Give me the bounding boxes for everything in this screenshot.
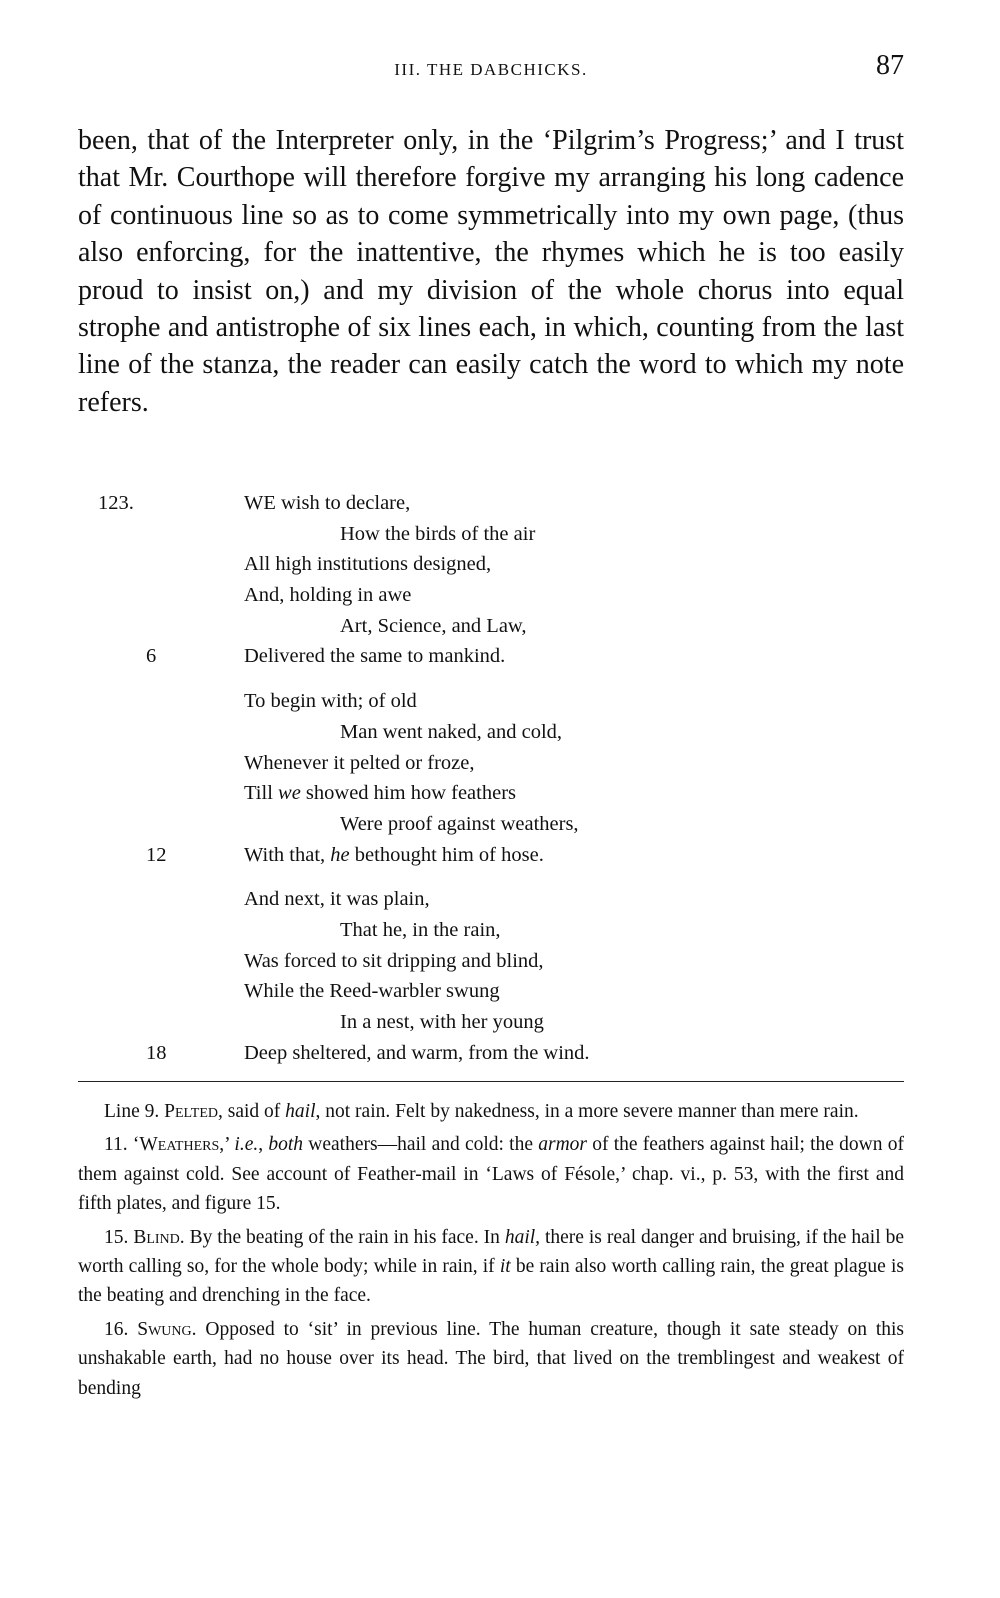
emphasis: armor <box>538 1134 588 1156</box>
emphasis: we <box>278 782 301 805</box>
poem-line-text: Art, Science, and Law, <box>340 614 527 637</box>
footnote-text: there is real danger and bruising, if the hail be worth calling so, for the whole body; while in rain, if <box>78 1226 904 1278</box>
poem-line-text <box>244 778 516 809</box>
emphasis: hail <box>285 1101 316 1122</box>
footnote-rule <box>78 1081 904 1082</box>
poem-line <box>78 915 904 946</box>
poem-line-text: WE wish to declare, <box>244 492 411 514</box>
poem-line-text <box>244 840 544 871</box>
poem-line <box>78 580 904 611</box>
poem-line-text: Were proof against weathers, <box>340 812 579 835</box>
footnote-text: weathers—hail and cold: the <box>303 1134 539 1156</box>
poem-line-text-part: With that, <box>244 843 331 866</box>
poem-line-text: And next, it was plain, <box>244 888 430 911</box>
footnote-text: , <box>258 1134 269 1156</box>
line-number: 6 <box>146 645 157 668</box>
poem-line <box>78 840 904 871</box>
page-number: 87 <box>876 50 904 81</box>
footnote-ref: 15. <box>104 1226 134 1248</box>
poem-line <box>78 549 904 580</box>
poem-line <box>78 488 904 519</box>
footnote-ref: 16. <box>104 1318 138 1340</box>
poem-line-text-part: showed him how feathers <box>300 782 516 805</box>
footnote-text: . Opposed to ‘sit’ in previous line. The human creature, though it sate steady on this unshakable earth, had no house over its head. The bird, that lived on the tremblingest and weakest of bending <box>78 1318 904 1399</box>
poem-line <box>78 686 904 717</box>
footnote-text: be rain also worth calling rain, the great plague is the beating and drenching in the face. <box>78 1256 904 1307</box>
poem-line-text-part: Till <box>244 782 279 805</box>
footnote-term: Weathers <box>139 1134 220 1156</box>
footnote-text: , said of <box>218 1101 286 1122</box>
poem-line-text: To begin with; of old <box>244 690 417 713</box>
poem-line <box>78 717 904 748</box>
poem-line-text: How the birds of the air <box>340 522 536 545</box>
poem-line <box>78 748 904 779</box>
footnote-term: Swung <box>137 1318 192 1340</box>
footnote-ref: Line 9. <box>104 1101 165 1122</box>
emphasis: hail, <box>504 1226 541 1248</box>
footnote <box>78 1097 904 1126</box>
poem-line <box>78 641 904 672</box>
footnote-term: Pelted <box>164 1101 218 1122</box>
poem-number: 123. <box>98 492 134 514</box>
poem-line <box>78 976 904 1007</box>
stanza <box>78 884 904 1068</box>
footnote-text: of the feathers against hail; the down of them against cold. See account of Feather-mail in ‘Laws of Fésole,’ chap. vi., p. 53, with the first and fifth plates, and figure 15. <box>78 1134 904 1215</box>
footnotes <box>78 1097 904 1407</box>
poem-line-text-part: bethought him of hose. <box>349 843 544 866</box>
poem-line-text: Man went naked, and cold, <box>340 720 563 743</box>
footnote-term: Blind <box>133 1226 180 1248</box>
poem-line-text: And, holding in awe <box>244 584 412 607</box>
poem-line-text: Was forced to sit dripping and blind, <box>244 949 544 972</box>
stanza <box>78 686 904 870</box>
footnote <box>78 1223 904 1311</box>
footnote-text: . By the beating of the rain in his face. In <box>179 1226 505 1248</box>
poem-line-text: Delivered the same to mankind. <box>244 645 506 668</box>
poem-line-text: Whenever it pelted or froze, <box>244 751 475 774</box>
poem-line-text: In a nest, with her young <box>340 1011 544 1033</box>
page-header <box>78 50 904 94</box>
poem-line <box>78 884 904 915</box>
poem-line-text: That he, in the rain, <box>340 918 501 941</box>
line-number: 12 <box>146 843 167 866</box>
line-number: 18 <box>146 1041 167 1064</box>
emphasis: he <box>330 843 350 866</box>
stanza <box>78 488 904 672</box>
poem-line <box>78 1038 904 1069</box>
running-head: III. THE DABCHICKS. <box>394 60 588 79</box>
poem-line <box>78 946 904 977</box>
poem-line-text: While the Reed-warbler swung <box>244 980 500 1003</box>
emphasis: i.e. <box>234 1134 259 1156</box>
poem-line <box>78 809 904 840</box>
poem-line <box>78 611 904 642</box>
poem-line <box>78 778 904 809</box>
footnote-text: ,’ <box>219 1134 235 1156</box>
emphasis: both <box>268 1134 304 1156</box>
poem-line-text: Deep sheltered, and warm, from the wind. <box>244 1041 590 1064</box>
body-paragraph: been, that of the Interpreter only, in the ‘Pilgrim’s Progress;’ and I trust that Mr. Courthope will therefore forgive my arranging his long cadence of continuous line so as to come symmetrically into my own page, (thus also enforcing, for the inattentive, the rhymes which he is too easily proud to insist on,) and my division of the whole chorus into equal strophe and antistrophe of six lines each, in which, counting from the last line of the stanza, the reader can easily catch the word to which my note refers. <box>78 125 904 418</box>
footnote <box>78 1315 904 1403</box>
emphasis: it <box>499 1256 511 1278</box>
footnote-ref: 11. ‘ <box>104 1134 140 1156</box>
poem <box>78 488 904 1082</box>
footnote-text: , not rain. Felt by nakedness, in a more severe manner than mere rain. <box>315 1101 859 1122</box>
poem-line <box>78 1007 904 1038</box>
footnote <box>78 1130 904 1218</box>
poem-line-text: All high institutions designed, <box>244 553 492 576</box>
poem-line <box>78 519 904 550</box>
